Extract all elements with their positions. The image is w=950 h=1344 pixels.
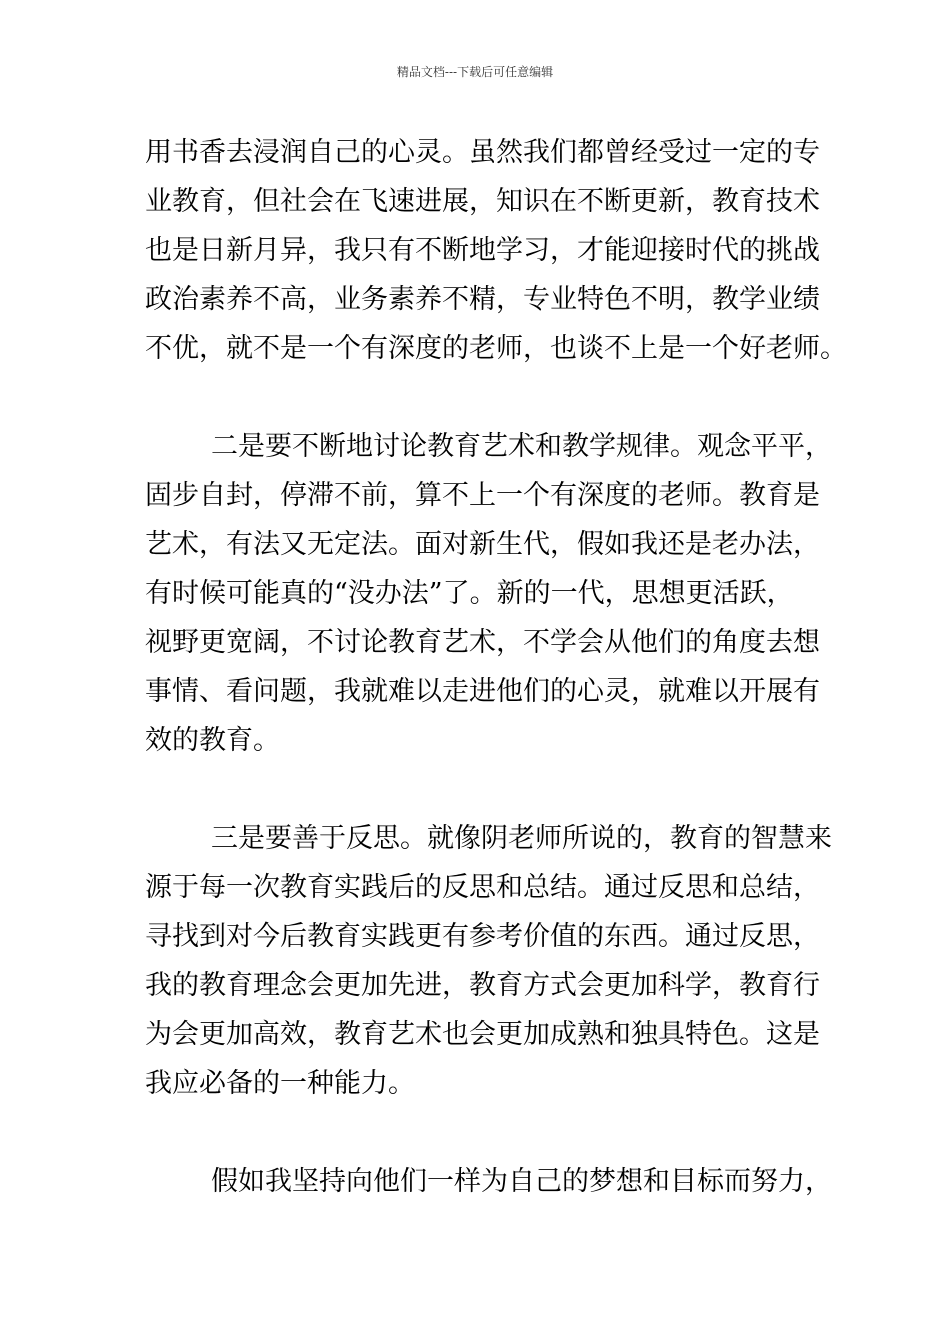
paragraph-gap	[145, 373, 809, 422]
paragraph-line: 业教育，但社会在飞速进展，知识在不断更新，教育技术	[145, 186, 820, 217]
paragraph-line: 政治素养不高，业务素养不精，专业特色不明，教学业绩	[145, 284, 820, 315]
paragraph-gap	[145, 765, 809, 814]
paragraph-line: 事情、看问题，我就难以走进他们的心灵，就难以开展有	[145, 676, 820, 707]
paragraph-line: 二是要不断地讨论教育艺术和教学规律。观念平平，	[211, 431, 832, 462]
document-body	[145, 128, 847, 1206]
paragraph-4	[145, 1157, 832, 1206]
paragraph-line: 也是日新月异，我只有不断地学习，才能迎接时代的挑战	[145, 235, 820, 266]
paragraph-line: 有时候可能真的“没办法”了。新的一代，思想更活跃，	[145, 578, 794, 609]
paragraph-line: 我应必备的一种能力。	[145, 1068, 415, 1099]
paragraph-line: 源于每一次教育实践后的反思和总结。通过反思和总结，	[145, 872, 820, 903]
paragraph-line: 用书香去浸润自己的心灵。虽然我们都曾经受过一定的专	[145, 137, 820, 168]
paragraph-gap	[145, 1108, 809, 1157]
paragraph-1	[145, 128, 847, 373]
paragraph-line: 三是要善于反思。就像阴老师所说的，教育的智慧来	[211, 823, 832, 854]
paragraph-line: 视野更宽阔，不讨论教育艺术，不学会从他们的角度去想	[145, 627, 820, 658]
paragraph-2	[145, 422, 832, 765]
page-header: 精品文档---下载后可任意编辑	[396, 65, 554, 79]
paragraph-3	[145, 814, 832, 1108]
paragraph-line: 效的教育。	[145, 725, 280, 756]
paragraph-line: 固步自封，停滞不前，算不上一个有深度的老师。教育是	[145, 480, 820, 511]
paragraph-line: 假如我坚持向他们一样为自己的梦想和目标而努力，	[211, 1166, 832, 1197]
paragraph-line: 寻找到对今后教育实践更有参考价值的东西。通过反思，	[145, 921, 820, 952]
paragraph-line: 艺术，有法又无定法。面对新生代，假如我还是老办法，	[145, 529, 820, 560]
paragraph-line: 为会更加高效，教育艺术也会更加成熟和独具特色。这是	[145, 1019, 820, 1050]
paragraph-line: 我的教育理念会更加先进，教育方式会更加科学，教育行	[145, 970, 820, 1001]
paragraph-line: 不优，就不是一个有深度的老师，也谈不上是一个好老师。	[145, 333, 847, 364]
